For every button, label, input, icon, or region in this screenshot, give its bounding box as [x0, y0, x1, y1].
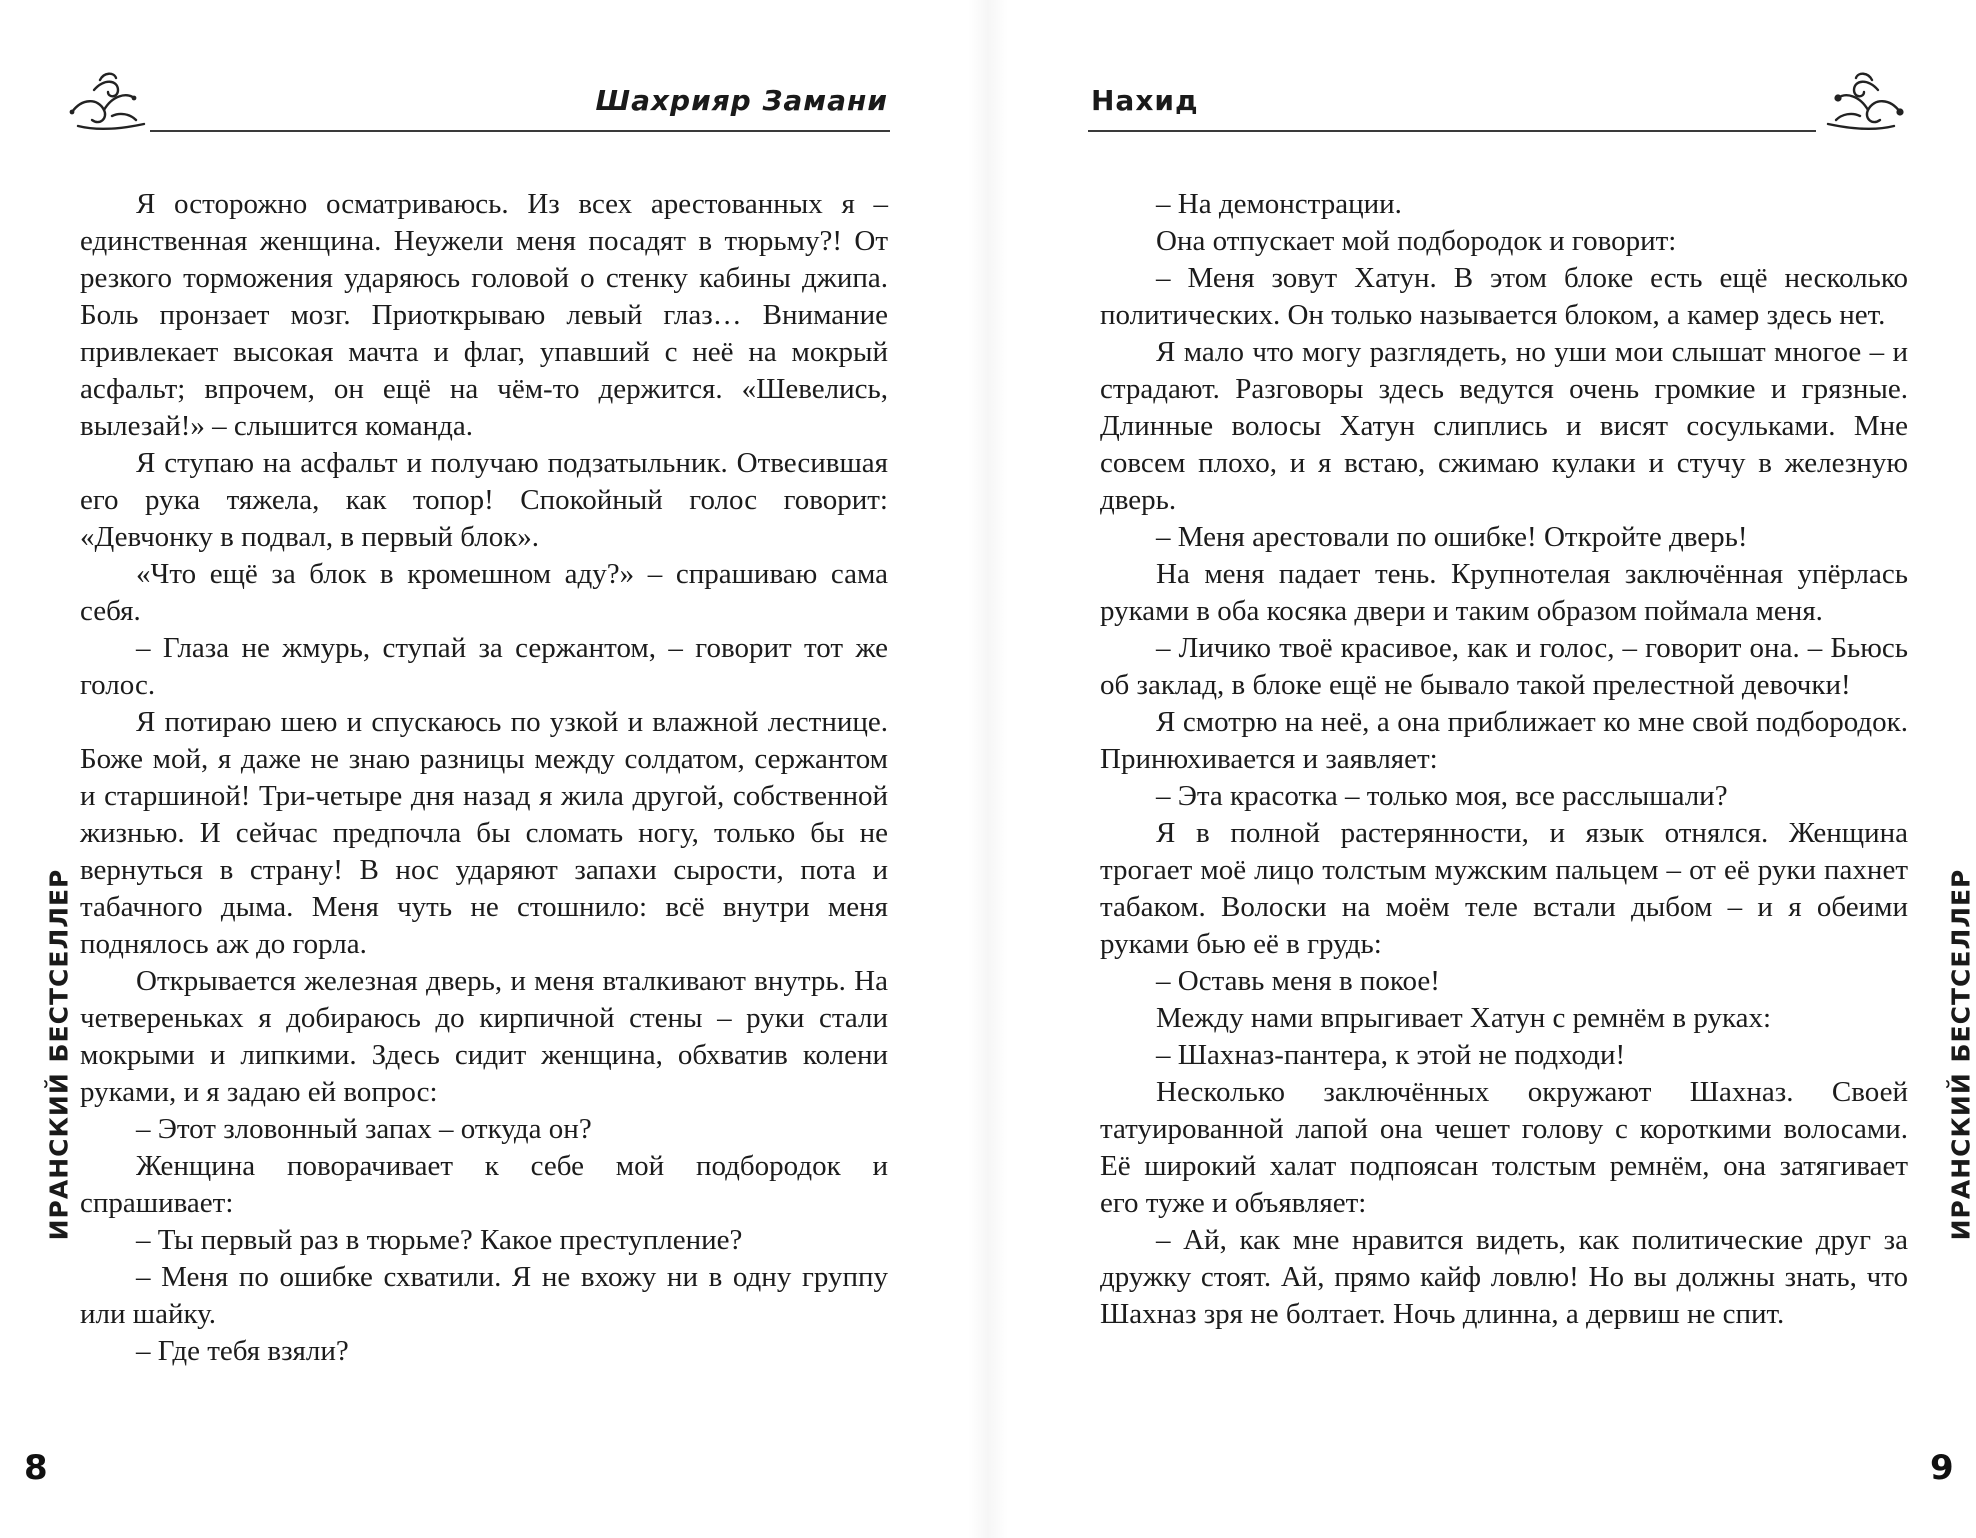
- paragraph: – Меня по ошибке схватили. Я не вхожу ни в одну группу или шайку.: [80, 1261, 888, 1330]
- header-rule: [150, 130, 890, 132]
- paragraph: – Глаза не жмурь, ступай за сержантом, – говорит тот же голос.: [80, 632, 888, 701]
- paragraph: «Что ещё за блок в кромешном аду?» – спрашиваю сама себя.: [80, 558, 888, 627]
- body-text: [1100, 186, 1908, 1333]
- paragraph: – Меня арестовали по ошибке! Откройте дверь!: [1156, 521, 1748, 553]
- swirl-ornament-icon: [1822, 68, 1908, 138]
- series-label: ИРАНСКИЙ БЕСТСЕЛЛЕР: [1946, 868, 1976, 1241]
- paragraph: Несколько заключённых окружают Шахназ. Своей татуированной лапой она чешет голову с короткими волосами. Её широкий халат подпоясан толстым ремнём, она затягивает его туже и объявляет:: [1100, 1076, 1908, 1219]
- page-number: 8: [24, 1448, 48, 1488]
- paragraph: Она отпускает мой подбородок и говорит:: [1156, 225, 1677, 257]
- paragraph: – Где тебя взяли?: [136, 1335, 349, 1367]
- paragraph: – На демонстрации.: [1156, 188, 1402, 220]
- paragraph: Я ступаю на асфальт и получаю подзатыльник. Отвесившая его рука тяжела, как топор! Спокойный голос говорит: «Девчонку в подвал, в первый блок».: [80, 447, 888, 553]
- paragraph: – Этот зловонный запах – откуда он?: [136, 1113, 592, 1145]
- paragraph: Открывается железная дверь, и меня вталкивают внутрь. На четвереньках я добираюсь до кирпичной стены – руки стали мокрыми и липкими. Здесь сидит женщина, обхватив колени руками, и я задаю ей вопрос:: [80, 965, 888, 1108]
- paragraph: – Ты первый раз в тюрьме? Какое преступление?: [136, 1224, 743, 1256]
- paragraph: – Эта красотка – только моя, все расслышали?: [1156, 780, 1728, 812]
- right-page: [988, 0, 1976, 1538]
- swirl-ornament-icon: [64, 68, 150, 138]
- running-head: Шахрияр Замани: [595, 84, 888, 117]
- paragraph: Я мало что могу разглядеть, но уши мои слышат многое – и страдают. Разговоры здесь ведутся очень громкие и грязные. Длинные волосы Хатун слиплись и висят сосульками. Мне совсем плохо, и я встаю, сжимаю кулаки и стучу в железную дверь.: [1100, 336, 1908, 516]
- paragraph: Я осторожно осматриваюсь. Из всех арестованных я – единственная женщина. Неужели меня посадят в тюрьму?! От резкого торможения ударяюсь головой о стенку кабины джипа. Боль пронзает мозг. Приоткрываю левый глаз… Внимание привлекает высокая мачта и флаг, упавший с неё на мокрый асфальт; впрочем, он ещё на чём-то держится. «Шевелись, вылезай!» – слышится команда.: [80, 188, 888, 442]
- paragraph: Между нами впрыгивает Хатун с ремнём в руках:: [1156, 1002, 1772, 1034]
- paragraph: – Ай, как мне нравится видеть, как политические друг за дружку стоят. Ай, прямо кайф ловлю! Но вы должны знать, что Шахназ зря не болтает. Ночь длинна, а дервиш не спит.: [1100, 1224, 1908, 1330]
- body-text: [80, 186, 888, 1370]
- page-number: 9: [1930, 1448, 1954, 1488]
- paragraph: – Меня зовут Хатун. В этом блоке есть ещё несколько политических. Он только называется блоком, а камер здесь нет.: [1100, 262, 1908, 331]
- series-label: ИРАНСКИЙ БЕСТСЕЛЛЕР: [44, 868, 74, 1241]
- paragraph: – Личико твоё красивое, как и голос, – говорит она. – Бьюсь об заклад, в блоке ещё не бывало такой прелестной девочки!: [1100, 632, 1908, 701]
- paragraph: – Шахназ-пантера, к этой не подходи!: [1156, 1039, 1626, 1071]
- paragraph: На меня падает тень. Крупнотелая заключённая упёрлась руками в оба косяка двери и таким образом поймала меня.: [1100, 558, 1908, 627]
- header-rule: [1088, 130, 1816, 132]
- paragraph: Женщина поворачивает к себе мой подбородок и спрашивает:: [80, 1150, 888, 1219]
- paragraph: – Оставь меня в покое!: [1156, 965, 1440, 997]
- paragraph: Я смотрю на неё, а она приближает ко мне свой подбородок. Принюхивается и заявляет:: [1100, 706, 1908, 775]
- paragraph: Я потираю шею и спускаюсь по узкой и влажной лестнице. Боже мой, я даже не знаю разницы между солдатом, сержантом и старшиной! Три-четыре дня назад я жила другой, собственной жизнью. И сейчас предпочла бы сломать ногу, только бы не вернуться в страну! В нос ударяют запахи сырости, пота и табачного дыма. Меня чуть не стошнило: всё внутри меня поднялось аж до горла.: [80, 706, 888, 960]
- paragraph: Я в полной растерянности, и язык отнялся. Женщина трогает моё лицо толстым мужским пальцем – от её руки пахнет табаком. Волоски на моём теле встали дыбом – и я обеими руками бью её в грудь:: [1100, 817, 1908, 960]
- running-head: Нахид: [1091, 84, 1199, 117]
